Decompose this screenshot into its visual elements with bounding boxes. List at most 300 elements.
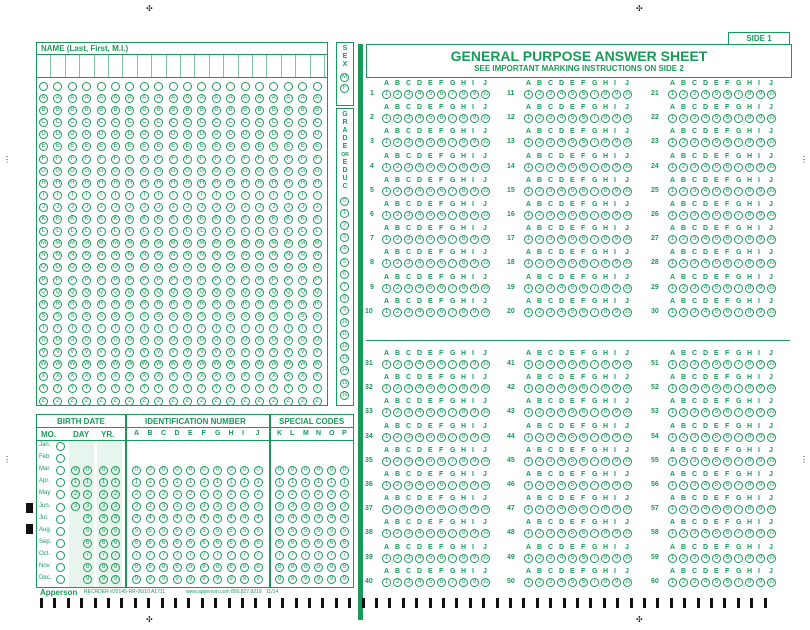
answer-bubble[interactable]: 3 (690, 308, 699, 317)
name-blank-bubble[interactable] (140, 82, 149, 91)
name-letter-bubble[interactable]: G (154, 167, 163, 176)
name-letter-bubble[interactable]: H (53, 179, 62, 188)
answer-bubble[interactable]: 4 (701, 408, 710, 417)
name-letter-bubble[interactable]: X (125, 372, 134, 381)
name-letter-bubble[interactable]: O (169, 263, 178, 272)
name-letter-bubble[interactable]: N (183, 251, 192, 260)
name-letter-bubble[interactable]: M (55, 240, 61, 247)
name-letter-bubble[interactable]: T (169, 324, 178, 333)
answer-bubble[interactable]: 3 (690, 360, 699, 369)
year-bubble[interactable]: 4 (99, 514, 108, 523)
name-letter-bubble[interactable]: T (284, 324, 293, 333)
special-digit-bubble[interactable]: 9 (275, 575, 284, 584)
name-letter-bubble[interactable]: L (39, 227, 48, 236)
answer-bubble[interactable]: 9 (756, 384, 765, 393)
answer-bubble[interactable]: 3 (546, 308, 555, 317)
name-letter-bubble[interactable]: M (228, 240, 234, 247)
id-digit-bubble[interactable]: 4 (200, 514, 209, 523)
answer-bubble[interactable]: 4 (701, 114, 710, 123)
answer-bubble[interactable]: 8 (601, 384, 610, 393)
answer-bubble[interactable]: 9 (612, 308, 621, 317)
answer-bubble[interactable]: 8 (459, 284, 468, 293)
name-blank-bubble[interactable] (82, 82, 91, 91)
name-letter-bubble[interactable]: C (241, 118, 250, 127)
answer-bubble[interactable]: 10 (768, 91, 775, 97)
answer-bubble[interactable]: 1 (668, 384, 677, 393)
answer-bubble[interactable]: 3 (404, 457, 413, 466)
answer-bubble[interactable]: 2 (679, 235, 688, 244)
name-letter-bubble[interactable]: L (140, 227, 149, 236)
name-letter-bubble[interactable]: A (154, 94, 163, 103)
name-letter-bubble[interactable]: Q (68, 288, 77, 297)
answer-bubble[interactable]: 7 (734, 114, 743, 123)
special-digit-bubble[interactable]: 3 (275, 502, 284, 511)
answer-bubble[interactable]: 4 (557, 163, 566, 172)
answer-bubble[interactable]: 6 (579, 259, 588, 268)
answer-bubble[interactable]: 2 (679, 259, 688, 268)
answer-bubble[interactable]: 4 (415, 505, 424, 514)
name-letter-bubble[interactable]: N (284, 251, 293, 260)
answer-bubble[interactable]: 6 (437, 187, 446, 196)
name-letter-bubble[interactable]: B (68, 106, 77, 115)
answer-bubble[interactable]: 8 (601, 235, 610, 244)
id-digit-bubble[interactable]: 1 (146, 478, 155, 487)
id-digit-bubble[interactable]: 5 (186, 527, 195, 536)
answer-bubble[interactable]: 9 (756, 457, 765, 466)
answer-bubble[interactable]: 2 (393, 457, 402, 466)
answer-bubble[interactable]: 2 (679, 187, 688, 196)
name-letter-bubble[interactable]: E (313, 142, 322, 151)
name-letter-bubble[interactable]: J (39, 203, 48, 212)
answer-bubble[interactable]: 9 (470, 284, 479, 293)
id-digit-bubble[interactable]: 9 (146, 575, 155, 584)
name-letter-bubble[interactable]: M (98, 240, 104, 247)
answer-bubble[interactable]: 8 (601, 433, 610, 442)
name-letter-bubble[interactable]: S (97, 312, 106, 321)
name-letter-bubble[interactable]: R (183, 300, 192, 309)
name-letter-bubble[interactable]: W (256, 361, 263, 368)
answer-bubble[interactable]: 7 (590, 138, 599, 147)
name-letter-bubble[interactable]: S (226, 312, 235, 321)
special-digit-bubble[interactable]: 8 (314, 563, 323, 572)
name-letter-bubble[interactable]: A (169, 94, 178, 103)
name-letter-bubble[interactable]: G (197, 167, 206, 176)
answer-bubble[interactable]: 5 (568, 481, 577, 490)
name-letter-bubble[interactable]: G (68, 167, 77, 176)
answer-bubble[interactable]: 3 (690, 235, 699, 244)
name-letter-bubble[interactable]: G (169, 167, 178, 176)
answer-bubble[interactable]: 3 (690, 433, 699, 442)
name-letter-bubble[interactable]: I (255, 191, 264, 200)
id-digit-bubble[interactable]: 7 (146, 551, 155, 560)
name-entry-cell[interactable] (51, 55, 65, 77)
name-letter-bubble[interactable]: P (68, 276, 77, 285)
id-digit-bubble[interactable]: 5 (146, 527, 155, 536)
answer-bubble[interactable]: 10 (624, 284, 631, 291)
name-letter-bubble[interactable]: I (125, 191, 134, 200)
special-digit-bubble[interactable]: 7 (314, 551, 323, 560)
answer-bubble[interactable]: 7 (734, 308, 743, 317)
answer-bubble[interactable]: 7 (448, 284, 457, 293)
id-digit-bubble[interactable]: 0 (240, 466, 249, 475)
answer-bubble[interactable]: 4 (701, 481, 710, 490)
name-letter-bubble[interactable]: C (313, 118, 322, 127)
name-letter-bubble[interactable]: S (53, 312, 62, 321)
name-letter-bubble[interactable]: T (82, 324, 91, 333)
answer-bubble[interactable]: 6 (723, 433, 732, 442)
id-digit-bubble[interactable]: 1 (240, 478, 249, 487)
answer-bubble[interactable]: 1 (382, 433, 391, 442)
name-letter-bubble[interactable]: O (125, 263, 134, 272)
special-digit-bubble[interactable]: 6 (314, 539, 323, 548)
answer-bubble[interactable]: 3 (404, 384, 413, 393)
name-letter-bubble[interactable]: Y (39, 384, 48, 393)
answer-bubble[interactable]: 9 (470, 138, 479, 147)
answer-bubble[interactable]: 6 (723, 114, 732, 123)
answer-bubble[interactable]: 10 (624, 361, 631, 367)
name-letter-bubble[interactable]: P (53, 276, 62, 285)
answer-bubble[interactable]: 8 (745, 554, 754, 563)
name-letter-bubble[interactable]: X (313, 372, 322, 381)
year-bubble[interactable]: 2 (99, 490, 108, 499)
name-letter-bubble[interactable]: G (313, 167, 322, 176)
answer-bubble[interactable]: 3 (546, 235, 555, 244)
answer-bubble[interactable]: 7 (448, 433, 457, 442)
answer-bubble[interactable]: 8 (745, 308, 754, 317)
answer-bubble[interactable]: 6 (437, 408, 446, 417)
id-digit-bubble[interactable]: 3 (213, 502, 222, 511)
name-letter-bubble[interactable]: E (169, 142, 178, 151)
id-digit-bubble[interactable]: 8 (254, 563, 263, 572)
name-letter-bubble[interactable]: X (111, 372, 120, 381)
name-letter-bubble[interactable]: Q (39, 288, 48, 297)
name-letter-bubble[interactable]: S (212, 312, 221, 321)
name-letter-bubble[interactable]: X (39, 372, 48, 381)
name-letter-bubble[interactable]: B (82, 106, 91, 115)
answer-bubble[interactable]: 3 (690, 505, 699, 514)
answer-bubble[interactable]: 1 (668, 187, 677, 196)
name-letter-bubble[interactable]: Z (183, 397, 192, 406)
name-letter-bubble[interactable]: G (212, 167, 221, 176)
answer-bubble[interactable]: 3 (690, 408, 699, 417)
id-digit-bubble[interactable]: 9 (240, 575, 249, 584)
answer-bubble[interactable]: 3 (546, 360, 555, 369)
name-letter-bubble[interactable]: H (82, 179, 91, 188)
name-letter-bubble[interactable]: E (154, 142, 163, 151)
name-entry-cell[interactable] (253, 55, 267, 77)
answer-bubble[interactable]: 7 (590, 259, 599, 268)
name-letter-bubble[interactable]: H (197, 179, 206, 188)
answer-bubble[interactable]: 4 (557, 408, 566, 417)
answer-bubble[interactable]: 8 (459, 235, 468, 244)
name-letter-bubble[interactable]: R (241, 300, 250, 309)
name-letter-bubble[interactable]: B (97, 106, 106, 115)
answer-bubble[interactable]: 4 (557, 90, 566, 99)
name-letter-bubble[interactable]: V (226, 348, 235, 357)
name-letter-bubble[interactable]: M (199, 240, 205, 247)
answer-bubble[interactable]: 1 (524, 433, 533, 442)
name-letter-bubble[interactable]: I (82, 191, 91, 200)
name-letter-bubble[interactable]: D (53, 130, 62, 139)
name-letter-bubble[interactable]: R (97, 300, 106, 309)
year-bubble[interactable]: 5 (99, 527, 108, 536)
id-digit-bubble[interactable]: 7 (254, 551, 263, 560)
name-letter-bubble[interactable]: Q (313, 288, 322, 297)
answer-bubble[interactable]: 3 (404, 360, 413, 369)
answer-bubble[interactable]: 1 (382, 114, 391, 123)
answer-bubble[interactable]: 2 (393, 114, 402, 123)
answer-bubble[interactable]: 2 (393, 505, 402, 514)
name-letter-bubble[interactable]: L (212, 227, 221, 236)
name-letter-bubble[interactable]: Q (197, 288, 206, 297)
answer-bubble[interactable]: 1 (382, 578, 391, 587)
answer-bubble[interactable]: 6 (723, 457, 732, 466)
name-letter-bubble[interactable]: Z (255, 397, 264, 406)
name-letter-bubble[interactable]: R (125, 300, 134, 309)
year-bubble[interactable]: 4 (111, 514, 120, 523)
name-entry-cell[interactable] (296, 55, 310, 77)
name-letter-bubble[interactable]: B (241, 106, 250, 115)
id-digit-bubble[interactable]: 1 (186, 478, 195, 487)
name-letter-bubble[interactable]: N (197, 251, 206, 260)
answer-bubble[interactable]: 8 (601, 163, 610, 172)
answer-bubble[interactable]: 9 (612, 505, 621, 514)
answer-bubble[interactable]: 6 (579, 308, 588, 317)
name-letter-bubble[interactable]: P (226, 276, 235, 285)
name-letter-bubble[interactable]: X (154, 372, 163, 381)
answer-bubble[interactable]: 5 (712, 259, 721, 268)
name-letter-bubble[interactable]: V (140, 348, 149, 357)
answer-bubble[interactable]: 10 (768, 433, 775, 440)
answer-bubble[interactable]: 7 (734, 163, 743, 172)
name-letter-bubble[interactable]: Y (140, 384, 149, 393)
answer-bubble[interactable]: 6 (437, 384, 446, 393)
answer-bubble[interactable]: 1 (524, 259, 533, 268)
name-letter-bubble[interactable]: V (313, 348, 322, 357)
name-letter-bubble[interactable]: L (125, 227, 134, 236)
answer-bubble[interactable]: 10 (624, 482, 631, 488)
answer-bubble[interactable]: 2 (535, 163, 544, 172)
answer-bubble[interactable]: 3 (404, 505, 413, 514)
id-digit-bubble[interactable]: 5 (159, 527, 168, 536)
name-letter-bubble[interactable]: F (313, 155, 322, 164)
name-letter-bubble[interactable]: V (298, 348, 307, 357)
name-letter-bubble[interactable]: A (125, 94, 134, 103)
name-letter-bubble[interactable]: P (255, 276, 264, 285)
answer-bubble[interactable]: 4 (557, 187, 566, 196)
name-letter-bubble[interactable]: I (111, 191, 120, 200)
answer-bubble[interactable]: 9 (612, 138, 621, 147)
name-entry-cell[interactable] (167, 55, 181, 77)
name-letter-bubble[interactable]: S (255, 312, 264, 321)
answer-bubble[interactable]: 2 (393, 163, 402, 172)
name-letter-bubble[interactable]: W (55, 361, 61, 368)
name-letter-bubble[interactable]: P (125, 276, 134, 285)
name-letter-bubble[interactable]: H (183, 179, 192, 188)
answer-bubble[interactable]: 2 (535, 360, 544, 369)
id-digit-bubble[interactable]: 9 (132, 575, 141, 584)
id-digit-bubble[interactable]: 3 (132, 502, 141, 511)
answer-bubble[interactable]: 10 (624, 260, 631, 267)
name-letter-bubble[interactable]: W (40, 361, 47, 368)
grade-option-bubble[interactable]: 9 (340, 306, 349, 315)
name-letter-bubble[interactable]: T (241, 324, 250, 333)
answer-bubble[interactable]: 5 (426, 481, 435, 490)
name-letter-bubble[interactable]: O (140, 263, 149, 272)
name-letter-bubble[interactable]: Q (169, 288, 178, 297)
answer-bubble[interactable]: 7 (448, 481, 457, 490)
special-digit-bubble[interactable]: 1 (327, 478, 336, 487)
answer-bubble[interactable]: 9 (470, 433, 479, 442)
name-letter-bubble[interactable]: O (255, 263, 264, 272)
name-letter-bubble[interactable]: Q (241, 288, 250, 297)
answer-bubble[interactable]: 9 (612, 259, 621, 268)
sex-option-bubble[interactable]: M (342, 74, 347, 80)
answer-bubble[interactable]: 5 (426, 457, 435, 466)
name-letter-bubble[interactable]: I (313, 191, 322, 200)
answer-bubble[interactable]: 4 (701, 308, 710, 317)
answer-bubble[interactable]: 1 (524, 481, 533, 490)
id-digit-bubble[interactable]: 4 (213, 514, 222, 523)
name-letter-bubble[interactable]: M (314, 240, 320, 247)
name-letter-bubble[interactable]: N (82, 251, 91, 260)
name-letter-bubble[interactable]: Y (68, 384, 77, 393)
answer-bubble[interactable]: 8 (601, 187, 610, 196)
name-letter-bubble[interactable]: N (39, 251, 48, 260)
name-letter-bubble[interactable]: P (313, 276, 322, 285)
name-letter-bubble[interactable]: P (183, 276, 192, 285)
answer-bubble[interactable]: 7 (590, 505, 599, 514)
answer-bubble[interactable]: 4 (701, 384, 710, 393)
answer-bubble[interactable]: 9 (756, 284, 765, 293)
name-letter-bubble[interactable]: L (82, 227, 91, 236)
answer-bubble[interactable]: 2 (393, 235, 402, 244)
name-letter-bubble[interactable]: T (298, 324, 307, 333)
name-entry-cell[interactable] (66, 55, 80, 77)
answer-bubble[interactable]: 5 (712, 554, 721, 563)
name-letter-bubble[interactable]: R (140, 300, 149, 309)
answer-bubble[interactable]: 10 (482, 163, 489, 170)
answer-bubble[interactable]: 8 (745, 433, 754, 442)
name-letter-bubble[interactable]: X (241, 372, 250, 381)
name-letter-bubble[interactable]: J (125, 203, 134, 212)
answer-bubble[interactable]: 10 (624, 163, 631, 170)
answer-bubble[interactable]: 5 (426, 408, 435, 417)
name-entry-cell[interactable] (138, 55, 152, 77)
name-letter-bubble[interactable]: Q (212, 288, 221, 297)
answer-bubble[interactable]: 5 (712, 308, 721, 317)
year-bubble[interactable]: 5 (111, 527, 120, 536)
name-letter-bubble[interactable]: K (197, 215, 206, 224)
name-letter-bubble[interactable]: Q (284, 288, 293, 297)
answer-bubble[interactable]: 8 (601, 138, 610, 147)
name-letter-bubble[interactable]: K (111, 215, 120, 224)
special-digit-bubble[interactable]: 6 (275, 539, 284, 548)
name-letter-bubble[interactable]: Q (111, 288, 120, 297)
answer-bubble[interactable]: 4 (557, 211, 566, 220)
special-digit-bubble[interactable]: 0 (327, 466, 336, 475)
special-digit-bubble[interactable]: 6 (301, 539, 310, 548)
answer-bubble[interactable]: 8 (459, 114, 468, 123)
answer-bubble[interactable]: 5 (712, 481, 721, 490)
name-letter-bubble[interactable]: M (285, 240, 291, 247)
name-letter-bubble[interactable]: B (169, 106, 178, 115)
name-letter-bubble[interactable]: R (53, 300, 62, 309)
answer-bubble[interactable]: 7 (590, 187, 599, 196)
answer-bubble[interactable]: 5 (712, 114, 721, 123)
answer-bubble[interactable]: 2 (535, 235, 544, 244)
month-bubble[interactable] (56, 575, 65, 584)
name-letter-bubble[interactable]: S (241, 312, 250, 321)
answer-bubble[interactable]: 3 (546, 457, 555, 466)
answer-bubble[interactable]: 8 (459, 308, 468, 317)
answer-bubble[interactable]: 4 (701, 505, 710, 514)
name-letter-bubble[interactable]: E (226, 142, 235, 151)
answer-bubble[interactable]: 10 (624, 409, 631, 416)
id-digit-bubble[interactable]: 6 (186, 539, 195, 548)
answer-bubble[interactable]: 9 (612, 90, 621, 99)
id-digit-bubble[interactable]: 0 (159, 466, 168, 475)
name-blank-bubble[interactable] (53, 82, 62, 91)
answer-bubble[interactable]: 1 (382, 187, 391, 196)
name-letter-bubble[interactable]: W (299, 361, 306, 368)
answer-bubble[interactable]: 4 (415, 308, 424, 317)
name-entry-cell[interactable] (152, 55, 166, 77)
name-letter-bubble[interactable]: L (53, 227, 62, 236)
answer-bubble[interactable]: 7 (448, 578, 457, 587)
answer-bubble[interactable]: 1 (668, 163, 677, 172)
id-digit-bubble[interactable]: 5 (240, 527, 249, 536)
name-letter-bubble[interactable]: P (82, 276, 91, 285)
answer-bubble[interactable]: 4 (701, 433, 710, 442)
answer-bubble[interactable]: 1 (524, 211, 533, 220)
answer-bubble[interactable]: 9 (470, 259, 479, 268)
name-letter-bubble[interactable]: B (140, 106, 149, 115)
name-entry-cell[interactable] (95, 55, 109, 77)
name-letter-bubble[interactable]: F (183, 155, 192, 164)
answer-bubble[interactable]: 2 (679, 211, 688, 220)
name-letter-bubble[interactable]: U (226, 336, 235, 345)
name-letter-bubble[interactable]: A (97, 94, 106, 103)
answer-bubble[interactable]: 5 (426, 235, 435, 244)
name-letter-bubble[interactable]: X (255, 372, 264, 381)
id-digit-bubble[interactable]: 3 (186, 502, 195, 511)
answer-bubble[interactable]: 6 (579, 384, 588, 393)
id-digit-bubble[interactable]: 1 (132, 478, 141, 487)
name-letter-bubble[interactable]: D (82, 130, 91, 139)
name-letter-bubble[interactable]: H (313, 179, 322, 188)
answer-bubble[interactable]: 9 (756, 529, 765, 538)
name-letter-bubble[interactable]: U (183, 336, 192, 345)
id-digit-bubble[interactable]: 2 (254, 490, 263, 499)
id-digit-bubble[interactable]: 3 (240, 502, 249, 511)
answer-bubble[interactable]: 2 (679, 384, 688, 393)
answer-bubble[interactable]: 7 (734, 481, 743, 490)
answer-bubble[interactable]: 1 (524, 308, 533, 317)
sex-option-bubble[interactable]: F (340, 84, 349, 93)
answer-bubble[interactable]: 7 (448, 259, 457, 268)
name-letter-bubble[interactable]: T (269, 324, 278, 333)
month-bubble[interactable] (56, 442, 65, 451)
answer-bubble[interactable]: 9 (470, 90, 479, 99)
answer-bubble[interactable]: 9 (756, 90, 765, 99)
grade-option-bubble[interactable]: 1 (340, 209, 349, 218)
name-entry-cell[interactable] (109, 55, 123, 77)
name-letter-bubble[interactable]: S (298, 312, 307, 321)
name-letter-bubble[interactable]: D (241, 130, 250, 139)
answer-bubble[interactable]: 1 (382, 505, 391, 514)
answer-bubble[interactable]: 10 (624, 506, 631, 513)
